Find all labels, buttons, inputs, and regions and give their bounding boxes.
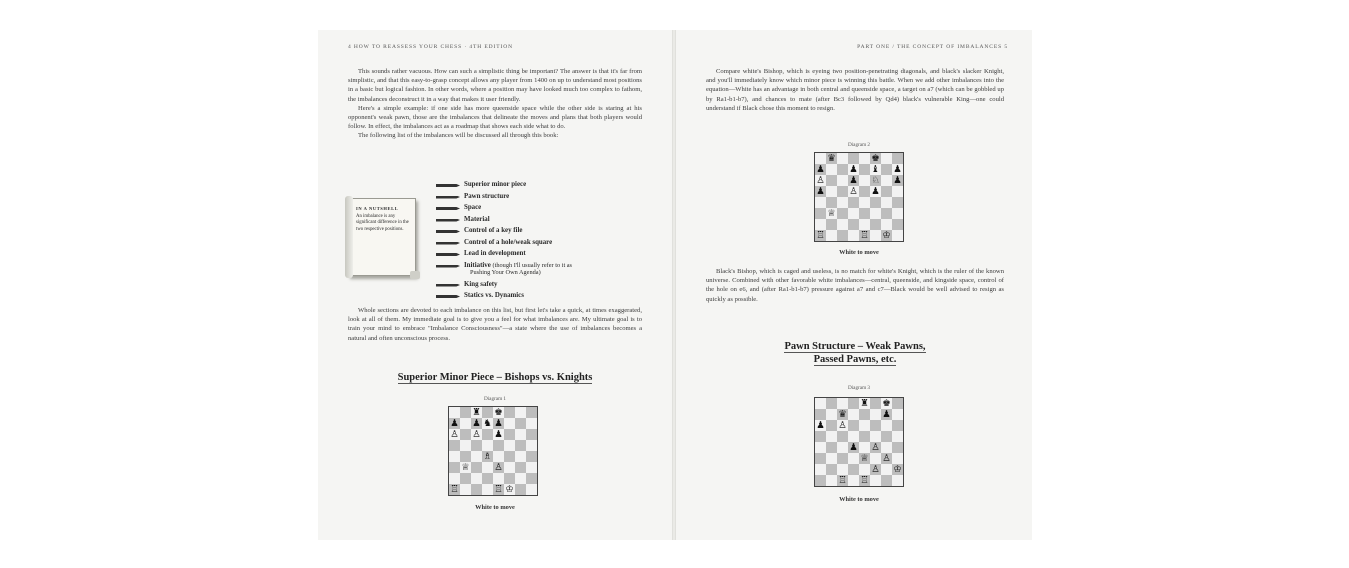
board-square [848, 453, 859, 464]
board-square [515, 451, 526, 462]
board-square [848, 409, 859, 420]
board-square [815, 219, 826, 230]
white-pawn-icon: ♙ [450, 429, 459, 440]
black-pawn-icon: ♟ [893, 164, 902, 175]
diagram-1-label: Diagram 1 [483, 396, 507, 402]
arrow-icon [436, 207, 460, 210]
right-page [676, 30, 1032, 540]
board-square [515, 429, 526, 440]
board-square [482, 462, 493, 473]
arrow-icon [436, 265, 460, 268]
board-square [815, 464, 826, 475]
pawn-structure-title: Pawn Structure – Weak Pawns, Passed Pawns, etc. [784, 341, 926, 365]
board-square [837, 230, 848, 241]
board-square [504, 451, 515, 462]
board-square [460, 473, 471, 484]
black-pawn-icon: ♟ [882, 409, 891, 420]
black-pawn-icon: ♟ [494, 429, 503, 440]
board-square [526, 440, 537, 451]
board-square [892, 153, 903, 164]
white-rook-icon: ♖ [816, 230, 825, 241]
black-king-icon: ♚ [494, 407, 503, 418]
board-square [826, 464, 837, 475]
board-square [859, 464, 870, 475]
board-square [815, 475, 826, 486]
white-pawn-icon: ♙ [871, 442, 880, 453]
black-pawn-icon: ♟ [472, 418, 481, 429]
black-pawn-icon: ♟ [849, 175, 858, 186]
board-square [526, 407, 537, 418]
black-knight-icon: ♞ [483, 418, 492, 429]
board-square [837, 431, 848, 442]
board-square [848, 431, 859, 442]
board-square [859, 409, 870, 420]
white-queen-icon: ♕ [461, 462, 470, 473]
board-square [881, 431, 892, 442]
board-square [859, 197, 870, 208]
board-square [881, 197, 892, 208]
black-rook-icon: ♜ [860, 398, 869, 409]
board-square [826, 219, 837, 230]
list-item: Control of a key file [436, 227, 656, 239]
list-item: Material [436, 216, 656, 228]
board-square [826, 420, 837, 431]
board-square [881, 420, 892, 431]
black-queen-icon: ♛ [838, 409, 847, 420]
after-list-paragraph: Whole sections are devoted to each imbalance on this list, but first let's take a quick, at times exaggerated, look at all of them. My immediate goal is to give you a feel for what imbalances are. My ultimate goal is to train your mind to embrace "Imbalance Consciousness"—a state where the use of imbalances becomes a natural and often unconscious process. [348, 307, 642, 342]
board-square [848, 230, 859, 241]
board-square [449, 462, 460, 473]
board-square [870, 219, 881, 230]
board-square [881, 186, 892, 197]
black-king-icon: ♚ [871, 153, 880, 164]
white-pawn-icon: ♙ [494, 462, 503, 473]
board-square [815, 453, 826, 464]
board-square [837, 398, 848, 409]
intro-paragraph-2: Here's a simple example: if one side has more queenside space while the other side is staring at his opponent's weak pawn, those are the imbalances that delineate the moves and plans that both players would follow. In effect, the imbalances act as a roadmap that shows each side what to do. [348, 104, 642, 131]
board-square [837, 186, 848, 197]
white-rook-icon: ♖ [860, 230, 869, 241]
diagram-3-label: Diagram 3 [847, 385, 871, 391]
board-square [515, 473, 526, 484]
board-square [870, 230, 881, 241]
board-square [892, 197, 903, 208]
board-square [848, 208, 859, 219]
board-square [837, 219, 848, 230]
board-square [881, 475, 892, 486]
white-rook-icon: ♖ [450, 484, 459, 495]
intro-paragraph-3: The following list of the imbalances will be discussed all through this book: [358, 132, 559, 140]
board-square [870, 398, 881, 409]
board-square [515, 484, 526, 495]
diagram-2-caption: White to move [839, 249, 879, 256]
board-square [815, 197, 826, 208]
board-square [471, 440, 482, 451]
board-square [826, 175, 837, 186]
board-square [493, 473, 504, 484]
board-square [526, 484, 537, 495]
board-square [460, 429, 471, 440]
board-square [881, 164, 892, 175]
board-square [859, 186, 870, 197]
right-paragraph-1: Compare white's Bishop, which is eyeing two position-penetrating diagonals, and black's slacker Knight, and you'll immediately know which minor piece is winning this battle. When we add other imbalances into the equation—White has an advantage in both central and queenside space, a target on a7 (which can be gobbled up by Ra1-b1-b7), and chances to mate (after Bc3 followed by Qd4) black's vulnerable King—one could understand if Black chose this moment to resign. [706, 68, 1004, 112]
board-square [815, 208, 826, 219]
board-square [482, 473, 493, 484]
board-square [515, 407, 526, 418]
board-square [881, 219, 892, 230]
board-square [870, 431, 881, 442]
board-square [848, 153, 859, 164]
board-square [848, 219, 859, 230]
board-square [892, 186, 903, 197]
board-square [482, 407, 493, 418]
arrow-icon [436, 184, 460, 187]
board-square [870, 409, 881, 420]
board-square [504, 429, 515, 440]
left-running-head: 4 HOW TO REASSESS YOUR CHESS · 4TH EDITION [348, 44, 514, 50]
board-square [493, 440, 504, 451]
board-square [870, 475, 881, 486]
black-king-icon: ♚ [882, 398, 891, 409]
board-square [870, 208, 881, 219]
board-square [460, 451, 471, 462]
board-square [837, 175, 848, 186]
left-page [318, 30, 672, 540]
board-square [837, 164, 848, 175]
board-square [859, 175, 870, 186]
board-square [526, 451, 537, 462]
board-square [482, 429, 493, 440]
board-square [449, 407, 460, 418]
board-square [859, 219, 870, 230]
board-square [881, 442, 892, 453]
board-square [837, 442, 848, 453]
diagram-1-caption: White to move [475, 504, 515, 511]
board-square [837, 153, 848, 164]
board-square [892, 431, 903, 442]
board-square [460, 418, 471, 429]
board-square [449, 473, 460, 484]
board-square [504, 418, 515, 429]
list-item: Pawn structure [436, 193, 656, 205]
black-pawn-icon: ♟ [849, 442, 858, 453]
nutshell-body: An imbalance is any significant difference in the two respective positions. [356, 214, 409, 232]
white-bishop-icon: ♗ [483, 451, 492, 462]
black-pawn-icon: ♟ [494, 418, 503, 429]
diagram-3-caption: White to move [839, 496, 879, 503]
black-pawn-icon: ♟ [849, 164, 858, 175]
list-item: Lead in development [436, 250, 656, 262]
board-square [826, 431, 837, 442]
board-square [892, 442, 903, 453]
diagram-1-board [448, 406, 538, 496]
board-square [826, 230, 837, 241]
board-square [471, 484, 482, 495]
black-bishop-icon: ♝ [871, 164, 880, 175]
board-square [859, 153, 870, 164]
board-square [848, 420, 859, 431]
list-item: Statics vs. Dynamics [436, 292, 656, 304]
white-pawn-icon: ♙ [849, 186, 858, 197]
board-square [449, 451, 460, 462]
board-square [881, 153, 892, 164]
arrow-icon [436, 253, 460, 256]
board-square [460, 484, 471, 495]
board-square [837, 453, 848, 464]
board-square [493, 451, 504, 462]
board-square [859, 442, 870, 453]
white-king-icon: ♔ [882, 230, 891, 241]
black-queen-icon: ♛ [827, 153, 836, 164]
after-list-text [348, 306, 642, 343]
board-square [826, 398, 837, 409]
initiative-note-2: Pushing Your Own Agenda) [470, 268, 541, 276]
board-square [859, 420, 870, 431]
board-square [848, 398, 859, 409]
board-square [859, 208, 870, 219]
board-square [870, 197, 881, 208]
board-square [826, 409, 837, 420]
diagram-2-label: Diagram 2 [847, 142, 871, 148]
board-square [826, 197, 837, 208]
board-square [826, 442, 837, 453]
board-square [881, 175, 892, 186]
list-item: Space [436, 204, 656, 216]
imbalance-list [436, 181, 656, 304]
board-square [859, 431, 870, 442]
white-rook-icon: ♖ [860, 475, 869, 486]
board-square [892, 475, 903, 486]
board-square [815, 409, 826, 420]
black-pawn-icon: ♟ [816, 420, 825, 431]
board-square [815, 442, 826, 453]
arrow-icon [436, 230, 460, 233]
board-square [515, 418, 526, 429]
nutshell-title: IN A NUTSHELL [356, 206, 399, 211]
white-pawn-icon: ♙ [838, 420, 847, 431]
board-square [815, 153, 826, 164]
black-pawn-icon: ♟ [816, 164, 825, 175]
white-queen-icon: ♕ [827, 208, 836, 219]
board-square [515, 462, 526, 473]
arrow-icon [436, 219, 460, 222]
board-square [837, 464, 848, 475]
black-pawn-icon: ♟ [450, 418, 459, 429]
board-square [526, 418, 537, 429]
board-square [826, 453, 837, 464]
nutshell-sidebar [348, 198, 416, 276]
right-running-head: PART ONE / THE CONCEPT OF IMBALANCES 5 [857, 44, 1008, 50]
board-square [826, 475, 837, 486]
white-rook-icon: ♖ [838, 475, 847, 486]
board-square [848, 475, 859, 486]
board-square [815, 398, 826, 409]
board-square [515, 440, 526, 451]
board-square [460, 440, 471, 451]
board-square [892, 208, 903, 219]
black-pawn-icon: ♟ [871, 186, 880, 197]
black-rook-icon: ♜ [472, 407, 481, 418]
board-square [848, 464, 859, 475]
board-square [892, 409, 903, 420]
arrow-icon [436, 196, 460, 199]
board-square [815, 431, 826, 442]
white-pawn-icon: ♙ [882, 453, 891, 464]
right-paragraph-2: Black's Bishop, which is caged and useless, is no match for white's Knight, which is the ruler of the known universe. Combined with other favorable white imbalances—central, queenside, and kingside space, control of the hole on e6, and (after Ra1-b1-b7) pressure against a7 and c7—Black would be well advised to resign as quickly as possible. [706, 268, 1004, 303]
white-pawn-icon: ♙ [472, 429, 481, 440]
board-square [826, 186, 837, 197]
board-square [504, 440, 515, 451]
board-square [526, 473, 537, 484]
board-square [526, 462, 537, 473]
intro-text [348, 67, 642, 141]
list-item: Control of a hole/weak square [436, 239, 656, 251]
board-square [870, 453, 881, 464]
arrow-icon [436, 295, 460, 298]
board-square [471, 451, 482, 462]
white-pawn-icon: ♙ [816, 175, 825, 186]
white-king-icon: ♔ [893, 464, 902, 475]
board-square [892, 398, 903, 409]
board-square [504, 462, 515, 473]
board-square [837, 208, 848, 219]
board-square [881, 208, 892, 219]
board-square [482, 440, 493, 451]
section-title: Superior Minor Piece – Bishops vs. Knights [397, 372, 593, 383]
board-square [526, 429, 537, 440]
board-square [826, 164, 837, 175]
white-queen-icon: ♕ [860, 453, 869, 464]
board-square [892, 230, 903, 241]
board-square [870, 420, 881, 431]
board-square [471, 473, 482, 484]
board-square [837, 197, 848, 208]
black-pawn-icon: ♟ [893, 175, 902, 186]
board-square [460, 407, 471, 418]
board-square [449, 440, 460, 451]
arrow-icon [436, 242, 460, 245]
board-square [892, 420, 903, 431]
white-pawn-icon: ♙ [871, 464, 880, 475]
board-square [892, 453, 903, 464]
board-square [848, 197, 859, 208]
arrow-icon [436, 284, 460, 287]
board-square [859, 164, 870, 175]
diagram-2-board [814, 152, 904, 242]
black-pawn-icon: ♟ [816, 186, 825, 197]
board-square [504, 473, 515, 484]
initiative-note: (though I'll usually refer to it as [492, 261, 573, 269]
board-square [471, 462, 482, 473]
list-item [436, 262, 656, 281]
diagram-3-board [814, 397, 904, 487]
list-item: King safety [436, 281, 656, 293]
board-square [482, 484, 493, 495]
white-rook-icon: ♖ [494, 484, 503, 495]
list-item: Superior minor piece [436, 181, 656, 193]
white-knight-icon: ♘ [871, 175, 880, 186]
board-square [881, 464, 892, 475]
white-king-icon: ♔ [505, 484, 514, 495]
initiative-label: Initiative [464, 261, 491, 269]
intro-paragraph-1: This sounds rather vacuous. How can such a simplistic thing be important? The answer is that it's far from simplistic, and that this easy-to-grasp concept allows any player from 1400 on up to understand most positions in a basic but logical fashion. In other words, where a position may have looked much too complex to fathom, the imbalances deconstruct it in a way that makes it user friendly. [348, 68, 642, 103]
board-square [504, 407, 515, 418]
board-square [892, 219, 903, 230]
